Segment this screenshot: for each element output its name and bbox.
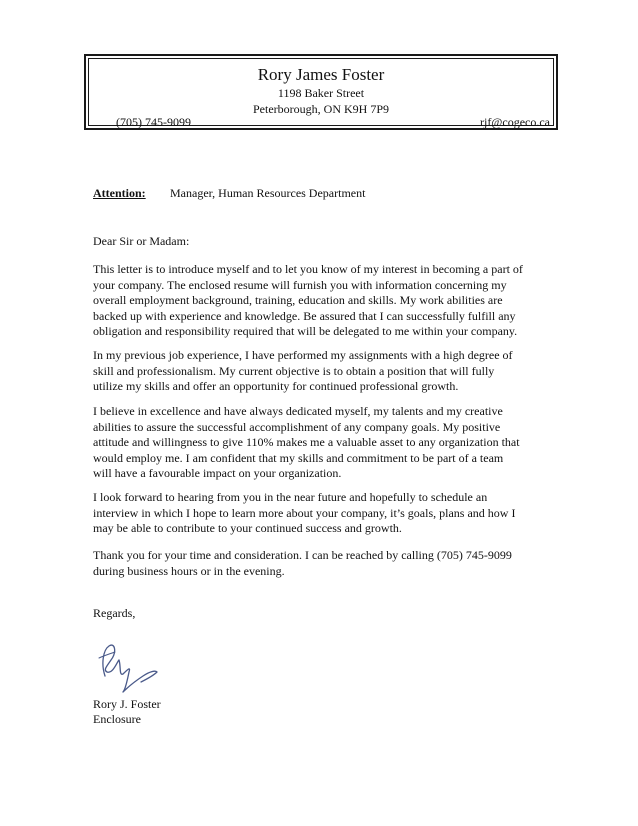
salutation: Dear Sir or Madam: [93, 234, 190, 248]
paragraph-line: I believe in excellence and have always dedicated myself, my talents and my creative [93, 404, 503, 418]
attention-value: Manager, Human Resources Department [170, 186, 366, 200]
paragraph-line: This letter is to introduce myself and to let you know of my interest in becoming a part of [93, 262, 523, 276]
sender-name: Rory James Foster [257, 65, 385, 84]
paragraph-line: overall employment background, training, education and skills. My work abilities are [93, 293, 503, 308]
closing: Regards, [93, 606, 136, 620]
paragraph-line: your company. The enclosed resume will furnish you with information concerning my [93, 277, 507, 292]
paragraph-line: I look forward to hearing from you in the near future and hopefully to schedule an [93, 490, 488, 504]
sender-email: rjf@cogeco.ca [479, 115, 550, 129]
paragraph-line: during business hours or in the evening. [93, 563, 285, 578]
paragraph-line: obligation and responsibility required that will be delegated to me within your company. [93, 324, 518, 339]
paragraph-4 [93, 490, 553, 537]
paragraph-line: backed up with experience and knowledge. Be assured that I can successfully fulfill any [93, 308, 516, 323]
sender-city: Peterborough, ON K9H 7P9 [253, 102, 389, 116]
paragraph-line: would employ me. I am confident that my skills and commitment to be part of a team [93, 450, 504, 465]
paragraph-line: In my previous job experience, I have performed my assignments with a high degree of [93, 348, 513, 362]
paragraph-line: Thank you for your time and consideration. I can be reached by calling (705) 745-9099 [93, 548, 512, 562]
paragraph-5 [93, 548, 553, 579]
paragraph-2 [93, 348, 553, 395]
handwritten-signature [93, 636, 163, 696]
paragraph-line: may be able to contribute to your continued success and growth. [93, 521, 402, 536]
paragraph-line: interview in which I hope to learn more about your company, it’s goals, plans and how I [93, 505, 516, 520]
paragraph-1 [93, 262, 553, 340]
sender-phone: (705) 745-9099 [116, 115, 191, 129]
paragraph-line: skill and professionalism. My current objective is to obtain a position that will fully [93, 363, 495, 378]
paragraph-3 [93, 404, 553, 482]
enclosure-note: Enclosure [93, 712, 141, 726]
paragraph-line: attitude and willingness to give 110% makes me a valuable asset to any organization that [93, 435, 520, 450]
paragraph-line: will have a favourable impact on your organization. [93, 466, 342, 481]
sender-street: 1198 Baker Street [277, 86, 365, 100]
paragraph-line: utilize my skills and offer an opportunity for continued professional growth. [93, 379, 459, 394]
letterhead-box [84, 54, 558, 130]
paragraph-line: abilities to assure the successful accomplishment of any company goals. My positive [93, 419, 501, 434]
signature-name: Rory J. Foster [93, 697, 161, 711]
attention-label: Attention: [93, 186, 146, 200]
